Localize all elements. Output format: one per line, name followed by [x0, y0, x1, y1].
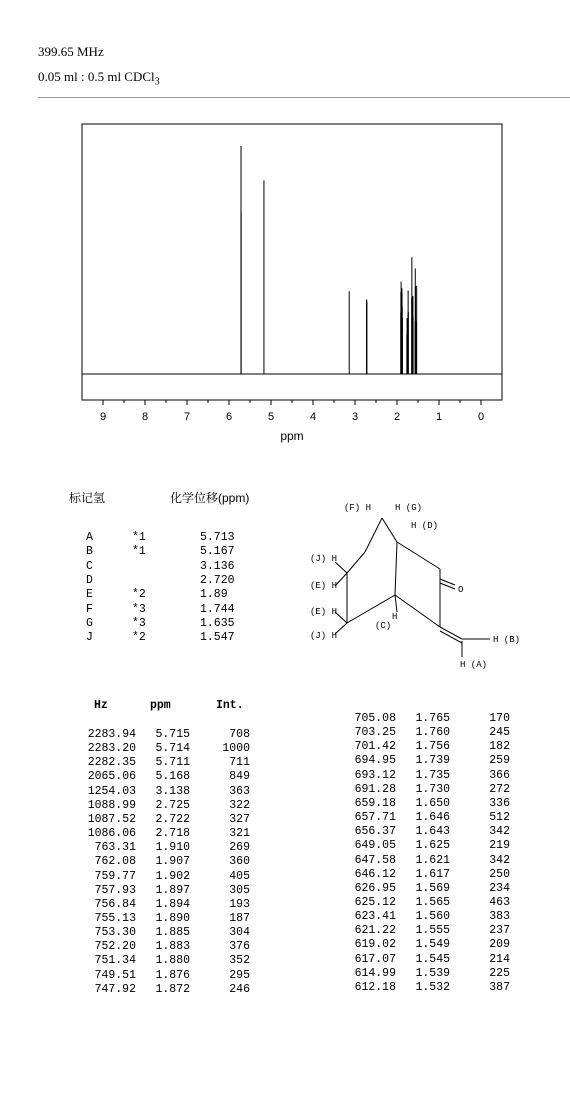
peak-hz: 2283.94: [87, 728, 136, 741]
peak-ppm: 1.617: [415, 867, 450, 881]
peak-hz: 659.18: [354, 796, 396, 810]
peak-ppm: 1.910: [155, 841, 190, 855]
peak-ppm: 1.880: [155, 954, 190, 968]
peak-ppm: 1.625: [415, 839, 450, 853]
peak-int: 182: [489, 740, 510, 754]
peak-header-int: Int.: [216, 699, 244, 712]
peak-ppm: 1.549: [415, 938, 450, 952]
peak-ppm: 1.890: [155, 911, 190, 925]
peak-int: 366: [489, 768, 510, 782]
peak-ppm: 1.545: [415, 952, 450, 966]
assignment-note: *3: [132, 616, 146, 630]
peak-hz: 705.08: [354, 712, 396, 725]
peak-ppm: 2.718: [155, 827, 190, 841]
x-tick-label: 2: [393, 411, 401, 423]
plot-frame: [82, 124, 502, 400]
assignment-label: F: [86, 602, 93, 616]
label-jh-bottom: (J) H: [310, 631, 338, 641]
peak-ppm: 5.714: [155, 742, 190, 756]
assignment-note: *2: [132, 588, 146, 602]
peak-int: 512: [489, 811, 510, 825]
label-ha: H (A): [460, 660, 488, 670]
peak-header-hz: Hz: [94, 699, 108, 712]
peak-hz: 657.71: [354, 811, 396, 825]
structure-bonds: [335, 518, 490, 657]
peak-ppm: 1.569: [415, 881, 450, 895]
peak-hz: 756.84: [94, 897, 136, 911]
peak-int: 272: [489, 782, 510, 796]
peak-ppm: 3.138: [155, 784, 190, 798]
peak-int: 376: [229, 940, 250, 954]
label-fh: (F) H: [344, 503, 372, 513]
label-hd: H (D): [411, 521, 439, 531]
peak-int: 304: [229, 926, 250, 940]
assignment-note: *2: [132, 631, 146, 645]
x-axis-ticks: [100, 400, 484, 423]
peak-int: 246: [229, 982, 250, 996]
peak-ppm: 1.650: [415, 796, 450, 810]
peak-int: 336: [489, 796, 510, 810]
label-hb: H (B): [493, 635, 521, 645]
peak-ppm: 1.560: [415, 910, 450, 924]
peak-ppm: 1.760: [415, 726, 450, 740]
peak-int: 708: [229, 728, 250, 741]
peak-int: 259: [489, 754, 510, 768]
peak-int: 219: [489, 839, 510, 853]
peak-int: 360: [229, 855, 250, 869]
peak-int: 387: [489, 980, 510, 994]
peak-hz: 752.20: [94, 940, 136, 954]
assignment-shift: 5.713: [200, 531, 235, 544]
header-divider: [38, 97, 570, 98]
assignment-shift: 1.89: [200, 588, 228, 602]
x-tick-label: 0: [477, 411, 485, 423]
peak-ppm: 1.756: [415, 740, 450, 754]
label-eh-top: (E) H: [310, 581, 338, 591]
peak-hz: 1086.06: [87, 827, 136, 841]
peak-ppm: 2.722: [155, 812, 190, 826]
peak-hz: 759.77: [94, 869, 136, 883]
peak-ppm: 5.711: [155, 756, 190, 770]
peak-hz: 751.34: [94, 954, 136, 968]
sample-subscript: 3: [154, 76, 160, 88]
peak-hz: 647.58: [354, 853, 396, 867]
peak-int: 193: [229, 897, 250, 911]
spectrometer-frequency: 399.65 MHz: [38, 44, 104, 59]
nmr-spectrum-chart: [0, 118, 570, 448]
peak-hz: 757.93: [94, 883, 136, 897]
peak-int: 225: [489, 966, 510, 980]
assignment-label: E: [86, 588, 93, 602]
assignment-shift: 1.744: [200, 602, 235, 616]
peak-ppm: 1.897: [155, 883, 190, 897]
x-tick-label: 1: [435, 411, 443, 423]
peak-ppm: 1.621: [415, 853, 450, 867]
peak-hz: 1088.99: [87, 798, 136, 812]
peak-ppm: 1.765: [415, 712, 450, 725]
assignment-label: J: [86, 631, 93, 645]
peak-ppm: 1.885: [155, 926, 190, 940]
peak-int: 237: [489, 924, 510, 938]
peak-int: 209: [489, 938, 510, 952]
assignment-shift: 3.136: [200, 559, 235, 573]
peak-hz: 625.12: [354, 895, 396, 909]
label-jh-top: (J) H: [310, 554, 338, 564]
peak-int: 305: [229, 883, 250, 897]
x-tick-label: 7: [183, 411, 191, 423]
peak-int: 295: [229, 968, 250, 982]
peak-hz: 701.42: [354, 740, 396, 754]
peak-ppm: 5.715: [155, 728, 190, 741]
peak-hz: 2282.35: [87, 756, 136, 770]
sample-text: 0.05 ml : 0.5 ml CDCl: [38, 69, 155, 84]
peak-int: 234: [489, 881, 510, 895]
peak-ppm: 1.539: [415, 966, 450, 980]
peak-ppm: 1.565: [415, 895, 450, 909]
peak-hz: 614.99: [354, 966, 396, 980]
peak-ppm: 1.643: [415, 825, 450, 839]
label-c: (C): [375, 621, 392, 631]
peak-int: 269: [229, 841, 250, 855]
x-tick-label: 4: [309, 411, 317, 423]
peak-hz: 703.25: [354, 726, 396, 740]
peak-hz: 2065.06: [87, 770, 136, 784]
peak-int: 342: [489, 853, 510, 867]
assignment-note: *1: [132, 531, 146, 544]
peak-ppm: 1.907: [155, 855, 190, 869]
sample-description: [38, 69, 160, 88]
peak-ppm: 1.883: [155, 940, 190, 954]
peak-hz: 693.12: [354, 768, 396, 782]
assignment-note: *1: [132, 545, 146, 559]
label-oxygen: O: [458, 585, 464, 595]
peak-ppm: 5.168: [155, 770, 190, 784]
x-axis-label: ppm: [280, 429, 304, 443]
peak-int: 321: [229, 827, 250, 841]
x-tick-label: 8: [141, 411, 149, 423]
peak-hz: 649.05: [354, 839, 396, 853]
peak-ppm: 1.735: [415, 768, 450, 782]
peak-int: 352: [229, 954, 250, 968]
peak-int: 711: [229, 756, 250, 770]
assignment-label: G: [86, 616, 93, 630]
assignment-note: *3: [132, 602, 146, 616]
peak-int: 383: [489, 910, 510, 924]
peak-hz: 623.41: [354, 910, 396, 924]
peak-ppm: 1.730: [415, 782, 450, 796]
peak-hz: 1087.52: [87, 812, 136, 826]
assignment-shift-header: 化学位移(ppm): [170, 491, 250, 505]
peak-hz: 612.18: [354, 980, 396, 994]
peak-hz: 646.12: [354, 867, 396, 881]
assignment-label: B: [86, 545, 93, 559]
peak-hz: 2283.20: [87, 742, 136, 756]
peak-ppm: 1.902: [155, 869, 190, 883]
assignment-shift: 2.720: [200, 573, 235, 587]
peak-hz: 1254.03: [87, 784, 136, 798]
x-tick-label: 9: [99, 411, 107, 423]
assignment-shift: 5.167: [200, 545, 235, 559]
assignment-label: A: [86, 531, 93, 544]
peak-int: 1000: [222, 742, 250, 756]
peak-hz: 691.28: [354, 782, 396, 796]
peak-int: 405: [229, 869, 250, 883]
peak-int: 170: [489, 712, 510, 725]
peak-int: 463: [489, 895, 510, 909]
peak-int: 245: [489, 726, 510, 740]
peak-ppm: 1.872: [155, 982, 190, 996]
structure-diagram: [300, 495, 530, 680]
peak-hz: 753.30: [94, 926, 136, 940]
peaks-layer: [241, 146, 417, 374]
peak-hz: 762.08: [94, 855, 136, 869]
peak-hz: 749.51: [94, 968, 136, 982]
peak-hz: 694.95: [354, 754, 396, 768]
peak-ppm: 1.876: [155, 968, 190, 982]
peak-hz: 656.37: [354, 825, 396, 839]
assignment-shift: 1.635: [200, 616, 235, 630]
peak-int: 849: [229, 770, 250, 784]
peak-int: 187: [229, 911, 250, 925]
peak-ppm: 1.894: [155, 897, 190, 911]
peak-hz: 747.92: [94, 982, 136, 996]
assignment-label: C: [86, 559, 93, 573]
assignment-label-header: 标记氢: [69, 491, 106, 505]
peak-ppm: 1.739: [415, 754, 450, 768]
x-tick-label: 3: [351, 411, 359, 423]
x-tick-label: 5: [267, 411, 275, 423]
peak-int: 250: [489, 867, 510, 881]
peak-hz: 621.22: [354, 924, 396, 938]
assignment-shift: 1.547: [200, 631, 235, 645]
peak-hz: 617.07: [354, 952, 396, 966]
assignment-label: D: [86, 573, 93, 587]
peak-ppm: 2.725: [155, 798, 190, 812]
x-tick-label: 6: [225, 411, 233, 423]
peak-header-ppm: ppm: [150, 699, 171, 712]
peak-ppm: 1.646: [415, 811, 450, 825]
peak-int: 363: [229, 784, 250, 798]
peak-ppm: 1.555: [415, 924, 450, 938]
label-hg: H (G): [395, 503, 423, 513]
peak-int: 342: [489, 825, 510, 839]
peak-hz: 619.02: [354, 938, 396, 952]
peak-hz: 626.95: [354, 881, 396, 895]
peak-int: 214: [489, 952, 510, 966]
peak-int: 327: [229, 812, 250, 826]
label-eh-bottom: (E) H: [310, 607, 338, 617]
peak-int: 322: [229, 798, 250, 812]
peak-hz: 755.13: [94, 911, 136, 925]
label-h: H: [392, 612, 398, 622]
peak-hz: 763.31: [94, 841, 136, 855]
peak-ppm: 1.532: [415, 980, 450, 994]
